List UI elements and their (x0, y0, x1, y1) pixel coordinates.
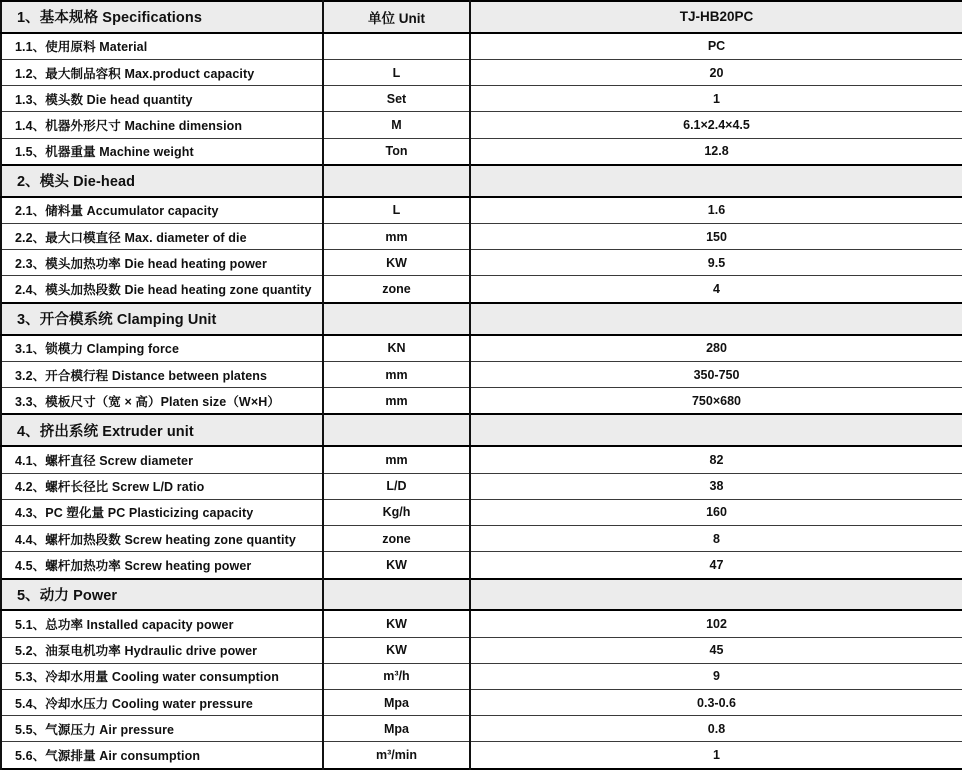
spec-label: 2.3、模头加热功率 Die head heating power (1, 250, 323, 276)
section-header-row-extruder-unit (1, 414, 962, 446)
spec-unit: mm (323, 224, 470, 250)
spec-unit: L (323, 60, 470, 86)
section-empty-cell (470, 414, 962, 446)
spec-value: 9 (470, 663, 962, 689)
spec-value: 102 (470, 610, 962, 637)
section-empty-cell (323, 165, 470, 197)
spec-value: 47 (470, 552, 962, 579)
spec-unit: Mpa (323, 716, 470, 742)
section-empty-cell (470, 303, 962, 335)
spec-row-distance-between-platens (1, 361, 962, 387)
spec-unit: KW (323, 610, 470, 637)
spec-label: 5.4、冷却水压力 Cooling water pressure (1, 689, 323, 715)
spec-row-air-pressure (1, 716, 962, 742)
spec-row-screw-heating-power (1, 552, 962, 579)
spec-label: 5.2、油泵电机功率 Hydraulic drive power (1, 637, 323, 663)
section-title-die-head: 2、模头 Die-head (1, 165, 323, 197)
spec-row-max-die-diameter (1, 224, 962, 250)
spec-label: 1.1、使用原料 Material (1, 33, 323, 60)
spec-row-installed-capacity-power (1, 610, 962, 637)
spec-row-cooling-water-pressure (1, 689, 962, 715)
section-empty-cell (470, 579, 962, 611)
spec-value: PC (470, 33, 962, 60)
spec-unit: zone (323, 276, 470, 303)
spec-unit: KW (323, 552, 470, 579)
spec-row-cooling-water-consumption (1, 663, 962, 689)
spec-value: 0.3-0.6 (470, 689, 962, 715)
spec-unit: mm (323, 361, 470, 387)
spec-unit: Kg/h (323, 499, 470, 525)
spec-unit: KW (323, 250, 470, 276)
spec-unit: zone (323, 525, 470, 551)
section-title-clamping-unit: 3、开合模系统 Clamping Unit (1, 303, 323, 335)
spec-label: 2.4、模头加热段数 Die head heating zone quantity (1, 276, 323, 303)
section-header-row-clamping-unit (1, 303, 962, 335)
spec-row-max-product-capacity (1, 60, 962, 86)
spec-label: 1.3、模头数 Die head quantity (1, 86, 323, 112)
spec-value: 1 (470, 86, 962, 112)
spec-unit: M (323, 112, 470, 138)
spec-value: 150 (470, 224, 962, 250)
spec-value: 20 (470, 60, 962, 86)
spec-unit: Mpa (323, 689, 470, 715)
spec-label: 5.6、气源排量 Air consumption (1, 742, 323, 769)
spec-label: 1.2、最大制品容积 Max.product capacity (1, 60, 323, 86)
spec-unit (323, 33, 470, 60)
spec-value: 12.8 (470, 138, 962, 165)
section-title-power: 5、动力 Power (1, 579, 323, 611)
spec-label: 1.5、机器重量 Machine weight (1, 138, 323, 165)
spec-label: 3.2、开合模行程 Distance between platens (1, 361, 323, 387)
section-empty-cell (470, 165, 962, 197)
spec-unit: mm (323, 388, 470, 415)
spec-row-platen-size (1, 388, 962, 415)
spec-row-screw-diameter (1, 446, 962, 473)
spec-row-screw-heating-zones (1, 525, 962, 551)
section-empty-cell (323, 303, 470, 335)
section-title-specifications: 1、基本规格 Specifications (1, 1, 323, 33)
spec-unit: L (323, 197, 470, 224)
spec-value: 160 (470, 499, 962, 525)
spec-row-machine-dimension (1, 112, 962, 138)
spec-value: 6.1×2.4×4.5 (470, 112, 962, 138)
spec-unit: m³/h (323, 663, 470, 689)
section-empty-cell (323, 579, 470, 611)
spec-value: 750×680 (470, 388, 962, 415)
unit-column-header: 单位 Unit (323, 1, 470, 33)
spec-label: 5.5、气源压力 Air pressure (1, 716, 323, 742)
spec-label: 5.1、总功率 Installed capacity power (1, 610, 323, 637)
spec-label: 4.1、螺杆直径 Screw diameter (1, 446, 323, 473)
spec-row-die-head-heating-power (1, 250, 962, 276)
spec-row-air-consumption (1, 742, 962, 769)
section-header-row-power (1, 579, 962, 611)
spec-label: 3.1、锁模力 Clamping force (1, 335, 323, 362)
spec-unit: Set (323, 86, 470, 112)
spec-row-pc-plasticizing-capacity (1, 499, 962, 525)
spec-unit: m³/min (323, 742, 470, 769)
spec-label: 1.4、机器外形尺寸 Machine dimension (1, 112, 323, 138)
spec-label: 5.3、冷却水用量 Cooling water consumption (1, 663, 323, 689)
spec-row-machine-weight (1, 138, 962, 165)
spec-value: 1 (470, 742, 962, 769)
spec-unit: KN (323, 335, 470, 362)
spec-label: 2.2、最大口模直径 Max. diameter of die (1, 224, 323, 250)
spec-unit: KW (323, 637, 470, 663)
spec-value: 8 (470, 525, 962, 551)
spec-label: 4.5、螺杆加热功率 Screw heating power (1, 552, 323, 579)
spec-value: 9.5 (470, 250, 962, 276)
spec-unit: mm (323, 446, 470, 473)
spec-value: 0.8 (470, 716, 962, 742)
spec-label: 4.3、PC 塑化量 PC Plasticizing capacity (1, 499, 323, 525)
spec-row-clamping-force (1, 335, 962, 362)
spec-unit: Ton (323, 138, 470, 165)
section-empty-cell (323, 414, 470, 446)
spec-value: 1.6 (470, 197, 962, 224)
spec-unit: L/D (323, 473, 470, 499)
spec-value: 280 (470, 335, 962, 362)
spec-row-die-head-heating-zones (1, 276, 962, 303)
spec-value: 350-750 (470, 361, 962, 387)
spec-row-accumulator-capacity (1, 197, 962, 224)
spec-label: 4.4、螺杆加热段数 Screw heating zone quantity (1, 525, 323, 551)
spec-value: 82 (470, 446, 962, 473)
spec-label: 2.1、储料量 Accumulator capacity (1, 197, 323, 224)
spec-row-die-head-quantity (1, 86, 962, 112)
spec-row-hydraulic-drive-power (1, 637, 962, 663)
section-title-extruder-unit: 4、挤出系统 Extruder unit (1, 414, 323, 446)
section-header-row-specifications (1, 1, 962, 33)
spec-row-material (1, 33, 962, 60)
model-column-header: TJ-HB20PC (470, 1, 962, 33)
spec-value: 4 (470, 276, 962, 303)
spec-value: 38 (470, 473, 962, 499)
spec-label: 3.3、模板尺寸（宽 × 高）Platen size（W×H） (1, 388, 323, 415)
spec-row-screw-ld-ratio (1, 473, 962, 499)
spec-label: 4.2、螺杆长径比 Screw L/D ratio (1, 473, 323, 499)
spec-value: 45 (470, 637, 962, 663)
section-header-row-die-head (1, 165, 962, 197)
